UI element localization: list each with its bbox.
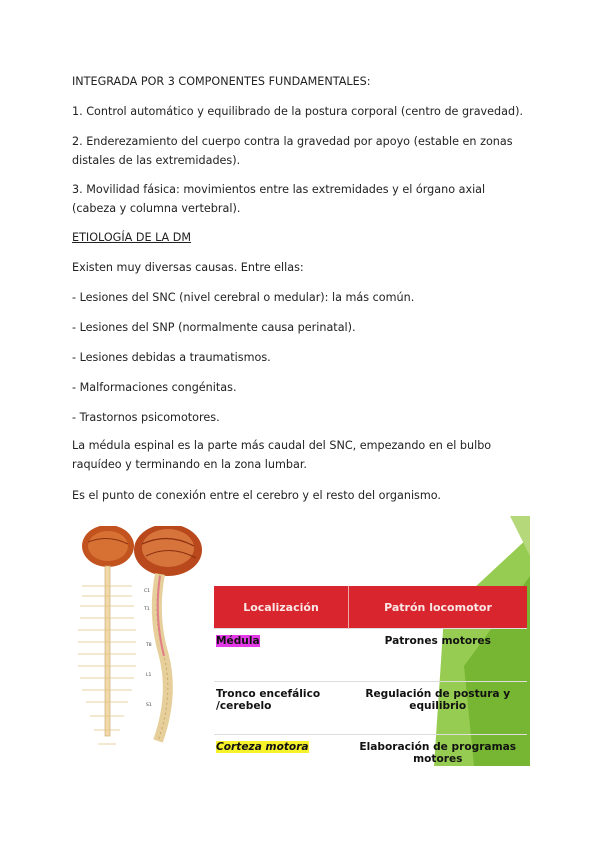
table-row <box>214 682 527 735</box>
etiologia-heading: ETIOLOGÍA DE LA DM <box>72 231 192 244</box>
components-heading: INTEGRADA POR 3 COMPONENTES FUNDAMENTALES: <box>72 75 371 88</box>
patron-medula: Patrones motores <box>349 629 528 682</box>
localizacion-corteza: Corteza motora <box>216 741 309 753</box>
conexion-paragraph: Es el punto de conexión entre el cerebro y el resto del organismo. <box>72 489 441 502</box>
medula-paragraph: La médula espinal es la parte más caudal del SNC, empezando en el bulbo raquídeo y terminando en la zona lumbar. <box>72 439 492 471</box>
localization-table <box>214 586 527 766</box>
svg-text:L1: L1 <box>146 673 152 678</box>
component-1: 1. Control automático y equilibrado de la postura corporal (centro de gravedad). <box>72 105 524 118</box>
svg-text:T8: T8 <box>146 643 152 648</box>
header-patron: Patrón locomotor <box>349 586 528 629</box>
svg-text:S1: S1 <box>146 703 152 708</box>
table-row <box>214 629 527 682</box>
svg-text:T1: T1 <box>144 607 150 612</box>
cause-item: - Lesiones del SNC (nivel cerebral o medular): la más común. <box>72 291 415 304</box>
table-row <box>214 735 527 767</box>
spinal-cord-illustration <box>72 526 212 766</box>
causes-intro: Existen muy diversas causas. Entre ellas: <box>72 261 304 274</box>
cause-item: - Lesiones del SNP (normalmente causa perinatal). <box>72 321 356 334</box>
component-3: 3. Movilidad fásica: movimientos entre las extremidades y el órgano axial (cabeza y columna vertebral). <box>72 183 486 215</box>
cause-item: - Trastornos psicomotores. <box>72 411 220 424</box>
localizacion-medula: Médula <box>216 635 260 647</box>
figure <box>72 516 530 766</box>
header-localizacion: Localización <box>214 586 349 629</box>
svg-text:C1: C1 <box>144 589 151 594</box>
cause-item: - Malformaciones congénitas. <box>72 381 237 394</box>
cause-item: - Lesiones debidas a traumatismos. <box>72 351 271 364</box>
localization-table-slide <box>214 516 530 766</box>
component-2: 2. Enderezamiento del cuerpo contra la gravedad por apoyo (estable en zonas distales de las extremidades). <box>72 135 513 167</box>
localizacion-tronco: Tronco encefálico /cerebelo <box>214 682 349 735</box>
table-header-row <box>214 586 527 629</box>
patron-corteza: Elaboración de programas motores <box>349 735 528 767</box>
patron-tronco: Regulación de postura y equilibrio <box>349 682 528 735</box>
